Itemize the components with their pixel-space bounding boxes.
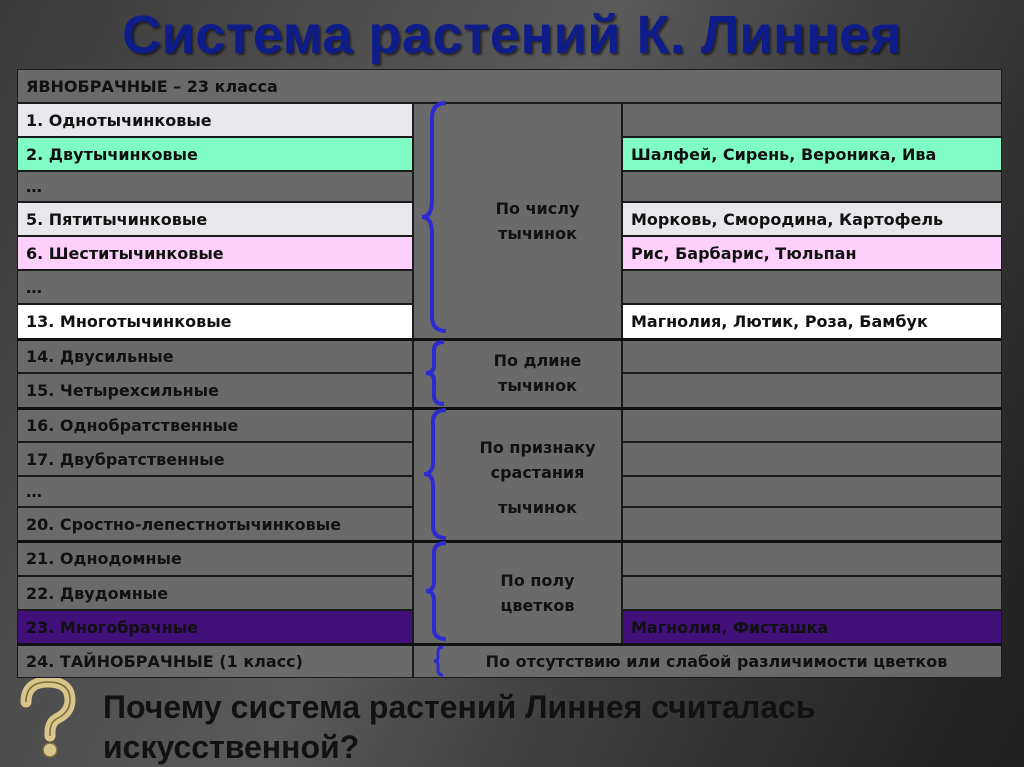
- example-cell: Магнолия, Лютик, Роза, Бамбук: [622, 304, 1002, 339]
- curly-brace-icon: [432, 645, 446, 677]
- table-row: 22. Двудомные: [17, 576, 413, 610]
- group-label: тычинок: [498, 498, 577, 517]
- table-row: 2. Двутычинковые: [17, 137, 413, 171]
- curly-brace-icon: [424, 340, 448, 406]
- group-separator: [17, 338, 1002, 341]
- last-row-label: 24. ТАЙНОБРАЧНЫЕ (1 класс): [17, 644, 413, 678]
- table-row: 21. Однодомные: [17, 541, 413, 576]
- example-cell: [622, 576, 1002, 610]
- table-row: 13. Многотычинковые: [17, 304, 413, 339]
- example-cell: [622, 507, 1002, 541]
- table-row: 17. Двубратственные: [17, 442, 413, 476]
- table-row: 5. Пятитычинковые: [17, 202, 413, 236]
- last-row-reason-text: По отсутствию или слабой различимости цветков: [485, 651, 948, 671]
- example-cell: [622, 408, 1002, 442]
- question-text: Почему система растений Линнея считалась искусственной?: [103, 689, 816, 765]
- group-label: цветков: [500, 596, 575, 615]
- table-row: …: [17, 270, 413, 304]
- table-row: 6. Шеститычинковые: [17, 236, 413, 270]
- table-row: 23. Многобрачные: [17, 610, 413, 644]
- group-separator: [17, 407, 1002, 410]
- group-separator: [17, 540, 1002, 543]
- group-label: По длине: [493, 351, 582, 370]
- example-cell: Рис, Барбарис, Тюльпан: [622, 236, 1002, 270]
- example-cell: [622, 270, 1002, 304]
- table-row: …: [17, 171, 413, 202]
- example-cell: Шалфей, Сирень, Вероника, Ива: [622, 137, 1002, 171]
- curly-brace-icon: [422, 408, 450, 540]
- table-row: …: [17, 476, 413, 507]
- page-title: Система растений К. Линнея: [122, 5, 902, 65]
- example-cell: [622, 541, 1002, 576]
- table-row: 14. Двусильные: [17, 339, 413, 373]
- last-row-reason: [413, 644, 1002, 678]
- example-cell: Магнолия, Фисташка: [622, 610, 1002, 644]
- table-row: 1. Однотычинковые: [17, 103, 413, 137]
- group-separator: [17, 643, 1002, 646]
- group-label: тычинок: [498, 224, 577, 243]
- example-cell: [622, 103, 1002, 137]
- example-cell: [622, 442, 1002, 476]
- group-label: тычинок: [498, 376, 577, 395]
- group-label: срастания: [490, 463, 585, 482]
- question-mark-icon: [16, 678, 80, 760]
- table-header: ЯВНОБРАЧНЫЕ – 23 класса: [17, 69, 1002, 103]
- curly-brace-icon: [424, 541, 450, 641]
- example-cell: [622, 373, 1002, 408]
- table-row: 16. Однобратственные: [17, 408, 413, 442]
- curly-brace-icon: [420, 100, 450, 335]
- example-cell: [622, 171, 1002, 202]
- example-cell: Морковь, Смородина, Картофель: [622, 202, 1002, 236]
- group-label: По числу: [495, 199, 580, 218]
- group-label: По признаку: [479, 438, 596, 457]
- example-cell: [622, 339, 1002, 373]
- table-row: 20. Сростно-лепестнотычинковые: [17, 507, 413, 541]
- table-row: 15. Четырехсильные: [17, 373, 413, 408]
- group-label: По полу: [500, 571, 575, 590]
- example-cell: [622, 476, 1002, 507]
